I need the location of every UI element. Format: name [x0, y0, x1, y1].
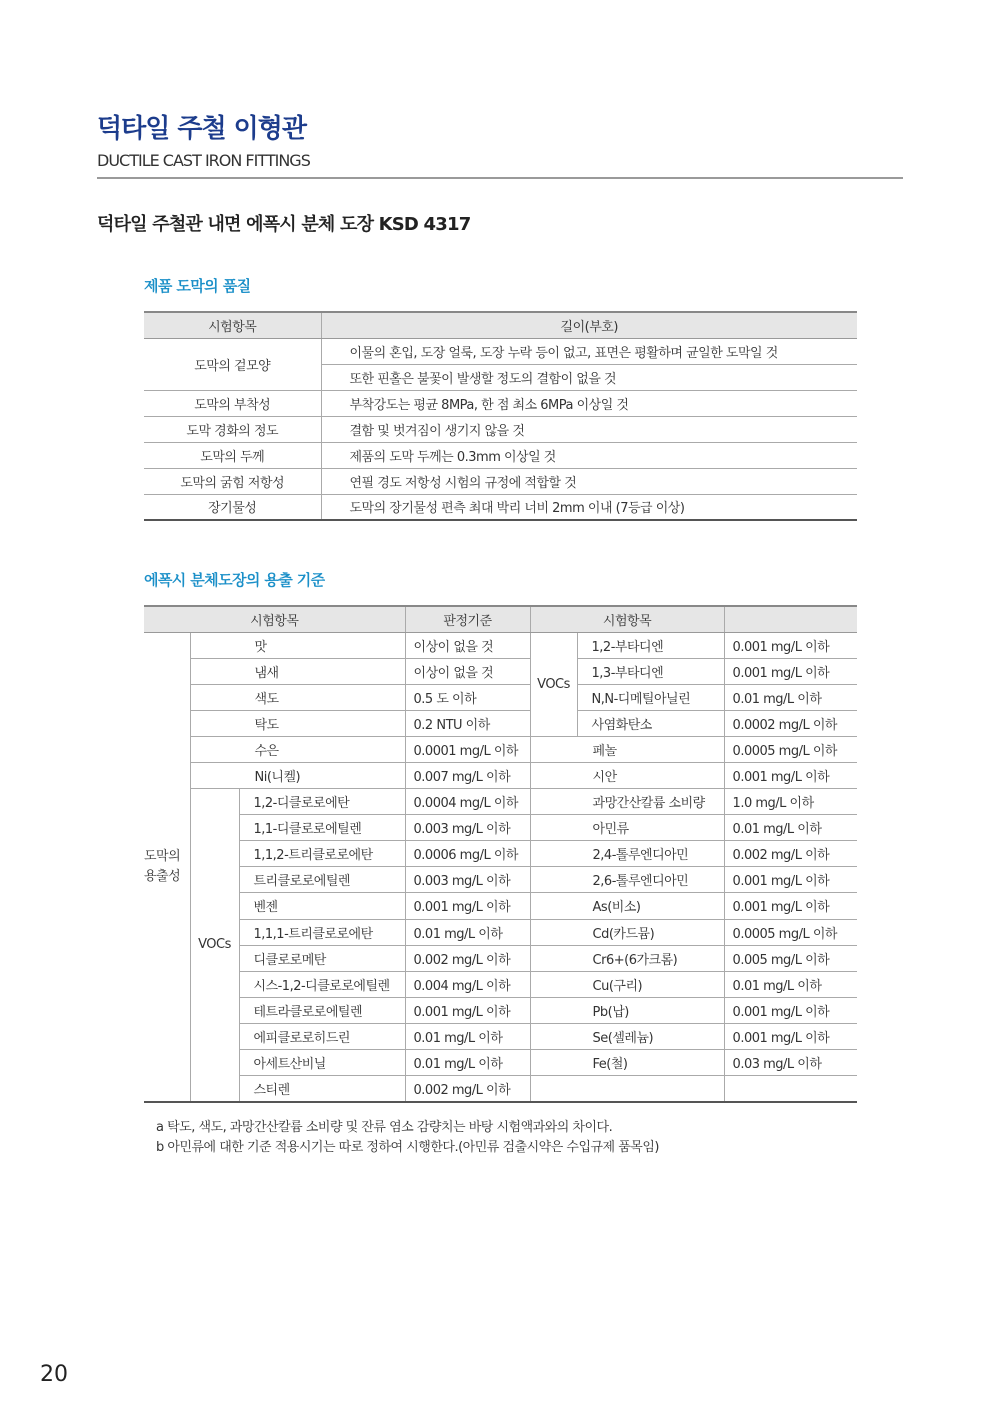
test-item: Ni(니켈): [190, 762, 405, 788]
table-row: [144, 416, 857, 442]
table-row: [144, 632, 857, 658]
empty-cell: [530, 1076, 724, 1102]
group-label: [144, 632, 190, 1102]
test-criteria: 0.01 mg/L 이하: [405, 1050, 530, 1076]
quality-desc: 부착강도는 평균 8MPa, 한 점 최소 6MPa 이상일 것: [321, 390, 857, 416]
quality-desc: 연필 경도 저항성 시험의 규정에 적합할 것: [321, 468, 857, 494]
test-item: 1,1,1-트리클로로에탄: [239, 919, 405, 945]
document-title: 덕타일 주철관 내면 에폭시 분체 도장 KSD 4317: [97, 214, 471, 235]
table-row: [144, 684, 857, 710]
table-row: [144, 338, 857, 364]
test-item-right: 시안: [530, 762, 724, 788]
table-row: [144, 789, 857, 815]
test-item: 1,1-디클로로에틸렌: [239, 815, 405, 841]
table-row: [144, 945, 857, 971]
page-subtitle: DUCTILE CAST IRON FITTINGS: [97, 151, 310, 170]
test-item: 탁도: [190, 710, 405, 736]
test-item: 1,2-디클로로에탄: [239, 789, 405, 815]
test-criteria-right: 0.005 mg/L 이하: [724, 945, 857, 971]
test-criteria-right: 0.0005 mg/L 이하: [724, 919, 857, 945]
table-row: [144, 442, 857, 468]
test-item: 시스-1,2-디클로로에틸렌: [239, 971, 405, 997]
test-criteria-right: 0.03 mg/L 이하: [724, 1050, 857, 1076]
test-criteria: 0.0004 mg/L 이하: [405, 789, 530, 815]
quality-item: 도막의 두께: [144, 442, 321, 468]
test-criteria: 0.01 mg/L 이하: [405, 919, 530, 945]
test-item-right: Fe(철): [530, 1050, 724, 1076]
footnote-a: a 탁도, 색도, 과망간산칼륨 소비량 및 잔류 염소 감량치는 바탕 시험액과와의 차이다.: [156, 1120, 613, 1135]
quality-desc: 도막의 장기물성 편측 최대 박리 너비 2mm 이내 (7등급 이상): [321, 494, 857, 520]
table-row: [144, 971, 857, 997]
footnote-b: b 아민류에 대한 기준 적용시기는 따로 정하여 시행한다.(아민류 검출시약은 수입규제 품목임): [156, 1140, 659, 1155]
test-item-right: 1,3-부타디엔: [577, 658, 724, 684]
test-item-right: Cr6+(6가크롬): [530, 945, 724, 971]
test-criteria: 0.002 mg/L 이하: [405, 945, 530, 971]
test-item-right: N,N-디메틸아닐린: [577, 684, 724, 710]
test-item: 에피클로로히드린: [239, 1023, 405, 1049]
table-row: [144, 390, 857, 416]
section-heading-leaching: 에폭시 분체도장의 용출 기준: [144, 571, 325, 589]
header-item: 시험항목: [144, 312, 321, 338]
test-item: 아세트산비닐: [239, 1050, 405, 1076]
test-item: 스티렌: [239, 1076, 405, 1102]
table-row: [144, 997, 857, 1023]
page-title: 덕타일 주철 이형관: [97, 114, 307, 144]
quality-item: 도막의 부착성: [144, 390, 321, 416]
test-criteria-right: 0.001 mg/L 이하: [724, 893, 857, 919]
test-item: 벤젠: [239, 893, 405, 919]
test-criteria: 이상이 없을 것: [405, 632, 530, 658]
test-criteria-right: 1.0 mg/L 이하: [724, 789, 857, 815]
page-number: 20: [40, 1362, 68, 1387]
test-item: 디클로로메탄: [239, 945, 405, 971]
test-item-right: Pb(납): [530, 997, 724, 1023]
header-desc: 길이(부호): [321, 312, 857, 338]
test-item: 냄새: [190, 658, 405, 684]
test-criteria: 0.003 mg/L 이하: [405, 815, 530, 841]
table-row: [144, 1050, 857, 1076]
test-criteria: 0.0001 mg/L 이하: [405, 736, 530, 762]
test-item-right: 사염화탄소: [577, 710, 724, 736]
test-criteria: 이상이 없을 것: [405, 658, 530, 684]
quality-item: 도막의 굵힘 저항성: [144, 468, 321, 494]
test-criteria: 0.001 mg/L 이하: [405, 893, 530, 919]
footnotes: [156, 1118, 659, 1158]
table-row: [144, 736, 857, 762]
group-label-line2: 용출성: [144, 868, 181, 884]
test-criteria-right: 0.002 mg/L 이하: [724, 841, 857, 867]
quality-item: 도막의 겉모양: [144, 338, 321, 390]
test-criteria: 0.007 mg/L 이하: [405, 762, 530, 788]
header-criteria: 판정기준: [405, 606, 530, 632]
test-criteria: 0.001 mg/L 이하: [405, 997, 530, 1023]
test-item-right: 과망간산칼륨 소비량: [530, 789, 724, 815]
test-criteria-right: 0.001 mg/L 이하: [724, 1023, 857, 1049]
quality-desc: 제품의 도막 두께는 0.3mm 이상일 것: [321, 442, 857, 468]
quality-item: 도막 경화의 정도: [144, 416, 321, 442]
vocs-label: VOCs: [190, 789, 239, 1102]
test-criteria: 0.01 mg/L 이하: [405, 1023, 530, 1049]
header-item: 시험항목: [144, 606, 405, 632]
table-row: [144, 867, 857, 893]
empty-cell: [724, 1076, 857, 1102]
table-row: [144, 893, 857, 919]
quality-desc: 이물의 혼입, 도장 얼룩, 도장 누락 등이 없고, 표면은 평활하며 균일한 도막일 것: [321, 338, 857, 364]
test-item-right: 페놀: [530, 736, 724, 762]
quality-desc: 또한 핀홀은 불꽃이 발생할 정도의 결함이 없을 것: [321, 364, 857, 390]
test-criteria-right: 0.001 mg/L 이하: [724, 658, 857, 684]
test-criteria: 0.5 도 이하: [405, 684, 530, 710]
table-row: [144, 658, 857, 684]
section-heading-quality: 제품 도막의 품질: [144, 277, 251, 295]
test-criteria-right: 0.0002 mg/L 이하: [724, 710, 857, 736]
test-item-right: 1,2-부타디엔: [577, 632, 724, 658]
header-criteria-2: [724, 606, 857, 632]
test-item-right: As(비소): [530, 893, 724, 919]
test-item-right: 아민류: [530, 815, 724, 841]
table-row: [144, 1076, 857, 1102]
test-criteria: 0.004 mg/L 이하: [405, 971, 530, 997]
group-label-line1: 도막의: [144, 848, 181, 864]
table-row: [144, 841, 857, 867]
table-header-row: [144, 606, 857, 632]
test-item: 테트라클로로에틸렌: [239, 997, 405, 1023]
test-criteria: 0.0006 mg/L 이하: [405, 841, 530, 867]
test-criteria: 0.2 NTU 이하: [405, 710, 530, 736]
test-item-right: 2,4-톨루엔디아민: [530, 841, 724, 867]
test-criteria: 0.003 mg/L 이하: [405, 867, 530, 893]
vocs-label-right: VOCs: [530, 632, 577, 736]
test-criteria-right: 0.001 mg/L 이하: [724, 997, 857, 1023]
quality-item: 장기물성: [144, 494, 321, 520]
test-item-right: Cd(카드뮴): [530, 919, 724, 945]
table-row: [144, 494, 857, 520]
table-row: [144, 710, 857, 736]
test-criteria-right: 0.001 mg/L 이하: [724, 762, 857, 788]
table-row: [144, 762, 857, 788]
test-criteria-right: 0.001 mg/L 이하: [724, 867, 857, 893]
test-criteria-right: 0.01 mg/L 이하: [724, 815, 857, 841]
table-row: [144, 919, 857, 945]
test-item-right: 2,6-톨루엔디아민: [530, 867, 724, 893]
table-row: [144, 815, 857, 841]
quality-table: [144, 311, 857, 521]
test-item-right: Cu(구리): [530, 971, 724, 997]
test-criteria-right: 0.01 mg/L 이하: [724, 684, 857, 710]
test-item: 트리클로로에틸렌: [239, 867, 405, 893]
table-row: [144, 468, 857, 494]
quality-desc: 결함 및 벗겨짐이 생기지 않을 것: [321, 416, 857, 442]
test-item: 수은: [190, 736, 405, 762]
test-criteria-right: 0.01 mg/L 이하: [724, 971, 857, 997]
title-divider: [97, 177, 903, 179]
test-criteria-right: 0.001 mg/L 이하: [724, 632, 857, 658]
test-item: 색도: [190, 684, 405, 710]
table-header-row: [144, 312, 857, 338]
test-criteria: 0.002 mg/L 이하: [405, 1076, 530, 1102]
test-item: 1,1,2-트리클로로에탄: [239, 841, 405, 867]
test-item: 맛: [190, 632, 405, 658]
test-item-right: Se(셀레늄): [530, 1023, 724, 1049]
header-item-2: 시험항목: [530, 606, 724, 632]
leaching-table: [144, 605, 857, 1103]
test-criteria-right: 0.0005 mg/L 이하: [724, 736, 857, 762]
table-row: [144, 1023, 857, 1049]
